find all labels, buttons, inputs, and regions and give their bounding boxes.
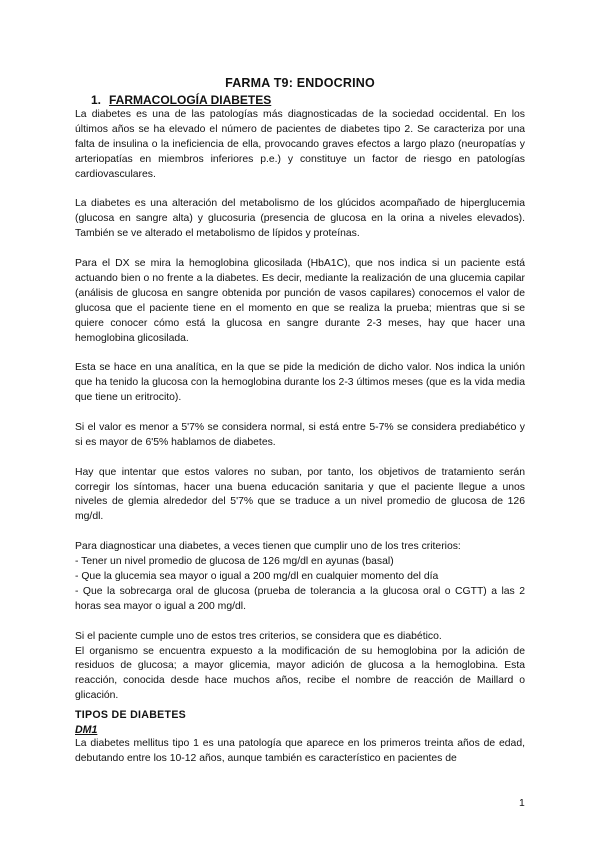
document-title: FARMA T9: ENDOCRINO — [225, 76, 375, 90]
section-title: FARMACOLOGÍA DIABETES — [109, 93, 272, 107]
paragraph-intro: La diabetes es una de las patologías más diagnosticadas de la sociedad occidental. En los últimos años se ha elevado el número de pacientes de diabetes tipo 2. Se caracteriza por una falta de insulina o la ineficiencia de ella, provocando graves efectos a largo plazo (neuropatías y arteriopatías en miembros inferiores p.e.) y constituye un factor de riesgo en patologías cardiovasculares. — [75, 109, 525, 180]
criteria-item: - Tener un nivel promedio de glucosa de 126 mg/dl en ayunas (basal) — [75, 556, 394, 568]
dm1-heading: DM1 — [75, 724, 98, 736]
criteria-item: - Que la sobrecarga oral de glucosa (prueba de tolerancia a la glucosa oral o CGTT) a las 2 horas sea mayor o igual a 200 mg/dl. — [75, 585, 525, 612]
paragraph-hba1c: Para el DX se mira la hemoglobina glicosilada (HbA1C), que nos indica si un paciente está actuando bien o no frente a la diabetes. Es decir, mediante la realización de una glucemia capilar (análisis de glucosa en sangre obtenida por punción de vasos capilares) conocemos el valor de glucosa que el paciente tiene en el momento en que se realiza la prueba; mientras que si se quiere conocer cómo está la glucosa en sangre durante 2-3 meses, hay que hacer una hemoglobina glicosilada. — [75, 258, 525, 344]
section-number: 1. — [91, 93, 102, 107]
paragraph-objectives: Hay que intentar que estos valores no suban, por tanto, los objetivos de tratamiento serán corregir los síntomas, hacer una buena educación sanitaria y que el paciente llegue a unos niveles de glemia alrededor del 5'7% que se traduce a un nivel promedio de glucosa de 126 mg/dl. — [75, 466, 525, 523]
paragraph-closing-2: El organismo se encuentra expuesto a la modificación de su hemoglobina por la adición de residuos de glucosa; a mayor glicemia, mayor adición de glucosa a la hemoglobina. Esta reacción, conocida desde hace muchos años, recibe el nombre de reacción de Maillard o glicación. — [75, 645, 525, 702]
paragraph-values: Si el valor es menor a 5'7% se considera normal, si está entre 5-7% se considera prediabético y si es mayor de 6'5% hablamos de diabetes. — [75, 421, 525, 448]
section-heading — [91, 93, 271, 108]
criteria-intro: Para diagnosticar una diabetes, a veces tienen que cumplir uno de los tres criterios: — [75, 541, 461, 553]
paragraph-metabolism: La diabetes es una alteración del metabolismo de los glúcidos acompañado de hiperglucemia (glucosa en sangre alta) y glucosuria (presencia de glucosa en la orina a niveles elevados). También se ve alterado el metabolismo de lípidos y proteínas. — [75, 198, 525, 240]
criteria-item: - Que la glucemia sea mayor o igual a 200 mg/dl en cualquier momento del día — [75, 571, 439, 582]
paragraph-closing-1: Si el paciente cumple uno de estos tres criterios, se considera que es diabético. — [75, 630, 442, 642]
body-text — [75, 108, 525, 719]
types-heading: TIPOS DE DIABETES — [75, 709, 187, 721]
paragraph-analytics: Esta se hace en una analítica, en la que se pide la medición de dicho valor. Nos indica la unión que ha tenido la glucosa con la hemoglobina durante los 2-3 últimos meses (que es la vida media que tiene un eritrocito). — [75, 362, 525, 404]
page-number: 1 — [519, 798, 525, 809]
criteria-block — [75, 540, 525, 615]
dm1-text-block — [75, 737, 525, 767]
paragraph-dm1: La diabetes mellitus tipo 1 es una patología que aparece en los primeros treinta años de edad, debutando entre los 10-12 años, aunque también es característico en pacientes de — [75, 738, 525, 764]
